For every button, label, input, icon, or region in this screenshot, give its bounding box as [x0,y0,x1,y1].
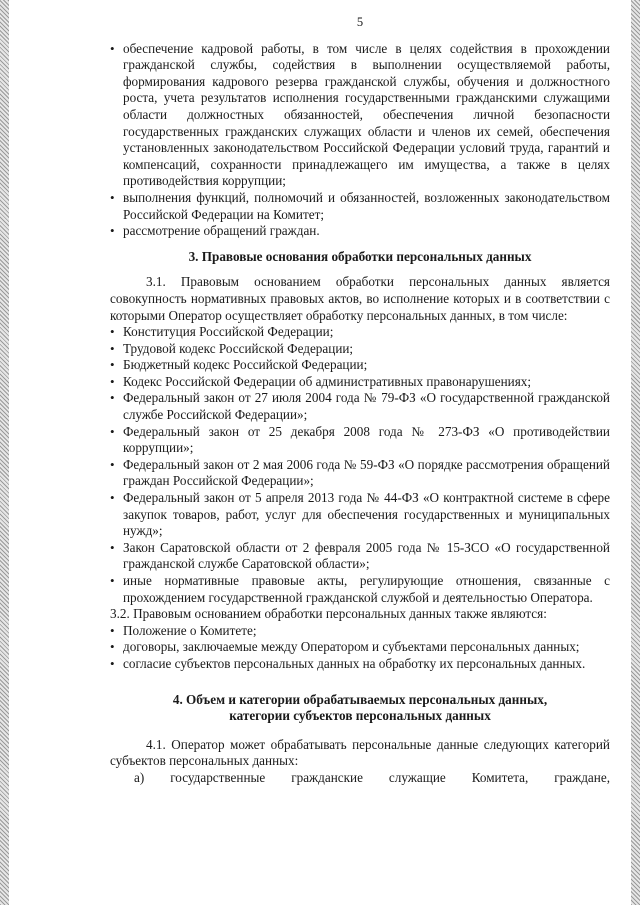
list-item: • согласие субъектов персональных данных на обработку их персональных данных. [110,656,610,673]
list-item: • выполнения функций, полномочий и обязанностей, возложенных законодательством Российской Федерации на Комитет; [110,190,610,223]
list-item: • Федеральный закон от 5 апреля 2013 года № 44-ФЗ «О контрактной системе в сфере закупок товаров, работ, услуг для обеспечения государственных и муниципальных нужд»; [110,490,610,540]
list-item: • Бюджетный кодекс Российской Федерации; [110,357,610,374]
page-number: 5 [356,15,364,29]
section-4-heading-line2: категории субъектов персональных данных [229,708,491,724]
scan-edge-right [631,0,640,905]
section-4-heading-line1: 4. Объем и категории обрабатываемых персональных данных, [172,691,548,707]
paragraph-3-2: 3.2. Правовым основанием обработки персональных данных также являются: [110,606,547,622]
intro-bullet-list [110,41,610,240]
spacer [110,673,610,683]
paragraph-4-1: 4.1. Оператор может обрабатывать персональные данные следующих категорий субъектов персональных данных: [110,736,610,769]
list-item: • Федеральный закон от 25 декабря 2008 года № 273-ФЗ «О противодействии коррупции»; [110,424,610,457]
scan-edge-left [0,0,9,905]
list-item: • Федеральный закон от 27 июля 2004 года № 79-ФЗ «О государственной гражданской службе Российской Федерации»; [110,390,610,423]
paragraph-4-1-a: а) государственные гражданские служащие Комитета, граждане, [134,769,610,785]
paragraph-3-1: 3.1. Правовым основанием обработки персональных данных является совокупность нормативных правовых актов, во исполнение которых и в соответствии с которыми Оператор осуществляет обработку персональных данных, в том числе: [110,274,610,323]
section-3-heading: 3. Правовые основания обработки персональных данных [188,248,532,264]
list-item: • Закон Саратовской области от 2 февраля 2005 года № 15-ЗСО «О государственной гражданской службе Саратовской области»; [110,540,610,573]
list-item: • Кодекс Российской Федерации об административных правонарушениях; [110,374,610,391]
legal-acts-list [110,324,610,606]
list-item: • иные нормативные правовые акты, регулирующие отношения, связанные с прохождением государственной гражданской службой и деятельностью Оператора. [110,573,610,606]
document-page [110,14,610,787]
list-item: • Положение о Комитете; [110,623,610,640]
list-item: • обеспечение кадровой работы, в том числе в целях содействия в прохождении гражданской службы, содействия в выполнении осуществляемой работы, формирования кадрового резерва гражданской службы, обучения и должностного роста, учета результатов исполнения государственными гражданскими служащими области должностных обязанностей, обеспечения личной безопасности государственных гражданских служащих области и членов их семей, обеспечения установленных законодательством Российской Федерации условий труда, гарантий и компенсаций, сохранности принадлежащего им имущества, а также в целях противодействия коррупции; [110,41,610,190]
list-item: • Федеральный закон от 2 мая 2006 года № 59-ФЗ «О порядке рассмотрения обращений граждан Российской Федерации»; [110,457,610,490]
list-item: • Трудовой кодекс Российской Федерации; [110,341,610,358]
section-4-heading [110,692,610,725]
list-item: • Конституция Российской Федерации; [110,324,610,341]
additional-grounds-list [110,623,610,673]
list-item: • рассмотрение обращений граждан. [110,223,610,240]
list-item: • договоры, заключаемые между Оператором и субъектами персональных данных; [110,639,610,656]
